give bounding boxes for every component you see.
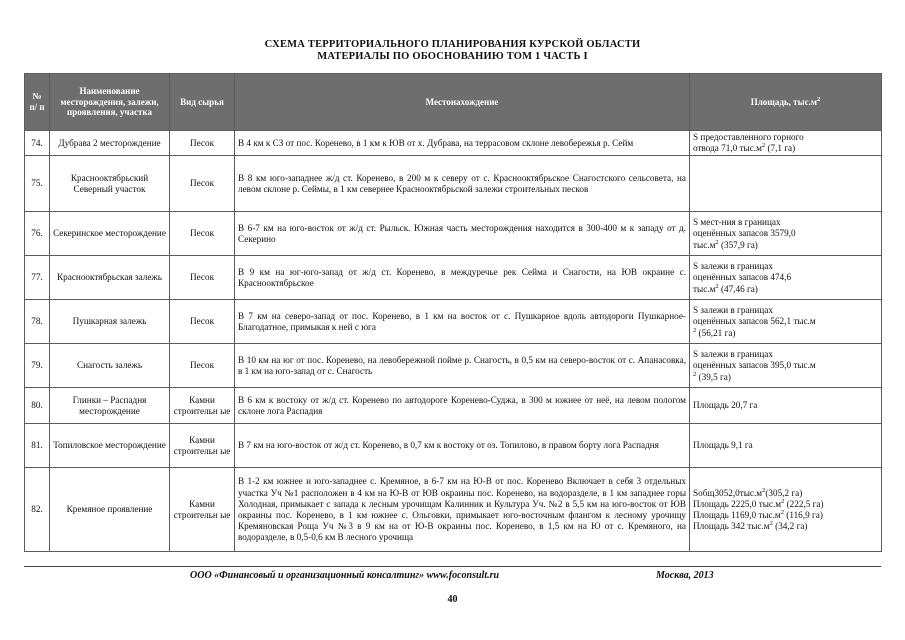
deposits-table xyxy=(24,73,882,552)
deposit-location: В 9 км на юг-юго-запад от ж/д ст. Коренево, в междуречье рек Сейма и Снагости, на ЮВ окраине с. Краснооктябрьское xyxy=(235,256,690,300)
area-line: оценённых запасов 562,1 тыс.м xyxy=(693,316,816,327)
row-number: 77. xyxy=(25,256,50,300)
deposit-location: В 7 км на юго-восток от ж/д ст. Коренево, в 0,7 км к востоку от оз. Топилово, в правом борту лога Распадня xyxy=(235,424,690,468)
deposit-name: Кремяное проявление xyxy=(50,468,170,552)
table-row xyxy=(25,344,882,388)
deposit-location: В 8 км юго-западнее ж/д ст. Коренево, в 200 м к северу от с. Краснооктябрьское Снагостского сельсовета, на левом склоне р. Сеймы, в 1 км севернее Краснооктябрьской залежи строительных песков xyxy=(235,156,690,212)
deposit-area xyxy=(690,344,882,388)
table-row xyxy=(25,300,882,344)
area-line: Площадь 342 $тыс.м^2$ (34,2 га) xyxy=(693,520,808,532)
header-name: Наименование месторождения, залежи, проявления, участка xyxy=(50,74,170,131)
area-line: $тыс.м^2$ (47,46 га) xyxy=(693,282,758,294)
table-row xyxy=(25,212,882,256)
footer-rule xyxy=(24,566,881,567)
area-line: S залежи в границах xyxy=(693,261,773,272)
raw-material-type: Песок xyxy=(170,300,235,344)
deposit-name: Дубрава 2 месторождение xyxy=(50,131,170,156)
deposit-name: Глинки – Распадня месторождение xyxy=(50,388,170,424)
table-row xyxy=(25,468,882,552)
deposit-name: Секеринское месторождение xyxy=(50,212,170,256)
area-line: $Sобщ3052,0тыс.м^2(305,2$ га) xyxy=(693,486,803,498)
raw-material-type: Песок xyxy=(170,156,235,212)
raw-material-type: Камни строительн ые xyxy=(170,424,235,468)
footer-organization: ООО «Финансовый и организационный консалтинг» www.foconsult.ru xyxy=(190,570,500,581)
raw-material-type: Песок xyxy=(170,256,235,300)
row-number: 74. xyxy=(25,131,50,156)
header-area: Площадь, $тыс.м^2$ xyxy=(690,74,882,131)
area-line: S залежи в границах xyxy=(693,349,773,360)
deposit-area xyxy=(690,424,882,468)
deposit-name: Краснооктябрьский Северный участок xyxy=(50,156,170,212)
area-line: $^2$ (39,5 га) xyxy=(693,370,731,382)
row-number: 80. xyxy=(25,388,50,424)
row-number: 76. xyxy=(25,212,50,256)
row-number: 75. xyxy=(25,156,50,212)
row-number: 78. xyxy=(25,300,50,344)
deposit-name: Снагость залежь xyxy=(50,344,170,388)
document-title-line1: СХЕМА ТЕРРИТОРИАЛЬНОГО ПЛАНИРОВАНИЯ КУРСКОЙ ОБЛАСТИ xyxy=(264,39,641,50)
area-line: оценённых запасов 474,6 xyxy=(693,272,792,283)
raw-material-type: Песок xyxy=(170,212,235,256)
area-line: S залежи в границах xyxy=(693,305,773,316)
area-line: отвода 71,0 $тыс.м^2$ (7,1 га) xyxy=(693,142,796,154)
deposit-location: В 6 км к востоку от ж/д ст. Коренево по автодороге Коренево-Суджа, в 300 м южнее от неё, на левом пологом склоне лога Распадня xyxy=(235,388,690,424)
area-line: S предоставленного горного xyxy=(693,132,804,142)
header-num: № п/ п xyxy=(25,74,50,131)
row-number: 82. xyxy=(25,468,50,552)
row-number: 79. xyxy=(25,344,50,388)
header-kind: Вид сырья xyxy=(170,74,235,131)
deposit-name: Пушкарная залежь xyxy=(50,300,170,344)
deposit-area xyxy=(690,300,882,344)
raw-material-type: Камни строительн ые xyxy=(170,468,235,552)
deposit-location: В 7 км на северо-запад от пос. Коренево, в 1 км на восток от с. Пушкарное вдоль автодороги Пушкарное-Благодатное, примыкая к ней с юга xyxy=(235,300,690,344)
area-line: Площадь 20,7 га xyxy=(693,400,758,411)
area-line: S мест-ния в границах xyxy=(693,217,781,228)
deposit-location: В 6-7 км на юго-восток от ж/д ст. Рыльск. Южная часть месторождения находится в 300-400 м к западу от д. Секерино xyxy=(235,212,690,256)
raw-material-type: Песок xyxy=(170,131,235,156)
table-row xyxy=(25,256,882,300)
deposit-area xyxy=(690,468,882,552)
area-line: Площадь 2225,0 $тыс.м^2$ (222,5 га) xyxy=(693,497,824,509)
deposit-area xyxy=(690,156,882,212)
document-title-line2: МАТЕРИАЛЫ ПО ОБОСНОВАНИЮ ТОМ 1 ЧАСТЬ I xyxy=(317,51,588,62)
page-number: 40 xyxy=(447,594,458,605)
area-line: $тыс.м^2$ (357,9 га) xyxy=(693,238,758,250)
raw-material-type: Камни строительн ые xyxy=(170,388,235,424)
deposit-area xyxy=(690,131,882,156)
raw-material-type: Песок xyxy=(170,344,235,388)
deposit-area xyxy=(690,256,882,300)
deposit-name: Топиловское месторождение xyxy=(50,424,170,468)
area-line: оценённых запасов 395,0 тыс.м xyxy=(693,360,816,371)
deposit-location: В 10 км на юг от пос. Коренево, на левобережной пойме р. Снагость, в 0,5 км на северо-восток от с. Апанасовка, в 1 км на юго-запад от с. Снагость xyxy=(235,344,690,388)
header-location: Местонахождение xyxy=(235,74,690,131)
deposit-name: Краснооктябрьская залежь xyxy=(50,256,170,300)
footer-city-year: Москва, 2013 xyxy=(656,570,714,581)
table-row xyxy=(25,131,882,156)
area-line: $^2$ (56,21 га) xyxy=(693,326,736,338)
table-row xyxy=(25,388,882,424)
deposit-location: В 1-2 км южнее и юго-западнее с. Кремяное, в 6-7 км на Ю-В от пос. Коренево Включает в себя 3 отдельных участка Уч №1 расположен в 4 км на Ю-В от ЮВ окраины пос. Коренево, на водоразделе, в 1 км западнее горы Холодная, примыкает с запада к лесным урочищам Калинник и Культура Уч. №2 в 5,5 км на юго-восток от ЮВ окраины пос. Коренево, в 1 км южнее с. Ольговки, примыкает юго-восточным флангом к лесному урочищу Кремяновская Роща Уч №3 в 9 км на от Ю-В окраины пос. Коренево, в 1,5 км на Ю от с. Кремяного, на водоразделе, в 0,5-0,6 км В лесного урочища xyxy=(235,468,690,552)
deposit-area xyxy=(690,388,882,424)
table-row xyxy=(25,156,882,212)
table-body xyxy=(25,131,882,552)
area-line: оценённых запасов 3579,0 xyxy=(693,228,796,239)
area-line: Площадь 1169,0 $тыс.м^2$ (116,9 га) xyxy=(693,508,823,520)
table-row xyxy=(25,424,882,468)
area-line: Площадь 9,1 га xyxy=(693,440,753,451)
deposit-area xyxy=(690,212,882,256)
deposit-location: В 4 км к СЗ от пос. Коренево, в 1 км к ЮВ от х. Дубрава, на террасовом склоне левобережья р. Сейм xyxy=(235,131,690,156)
table-header-row xyxy=(25,74,882,131)
row-number: 81. xyxy=(25,424,50,468)
